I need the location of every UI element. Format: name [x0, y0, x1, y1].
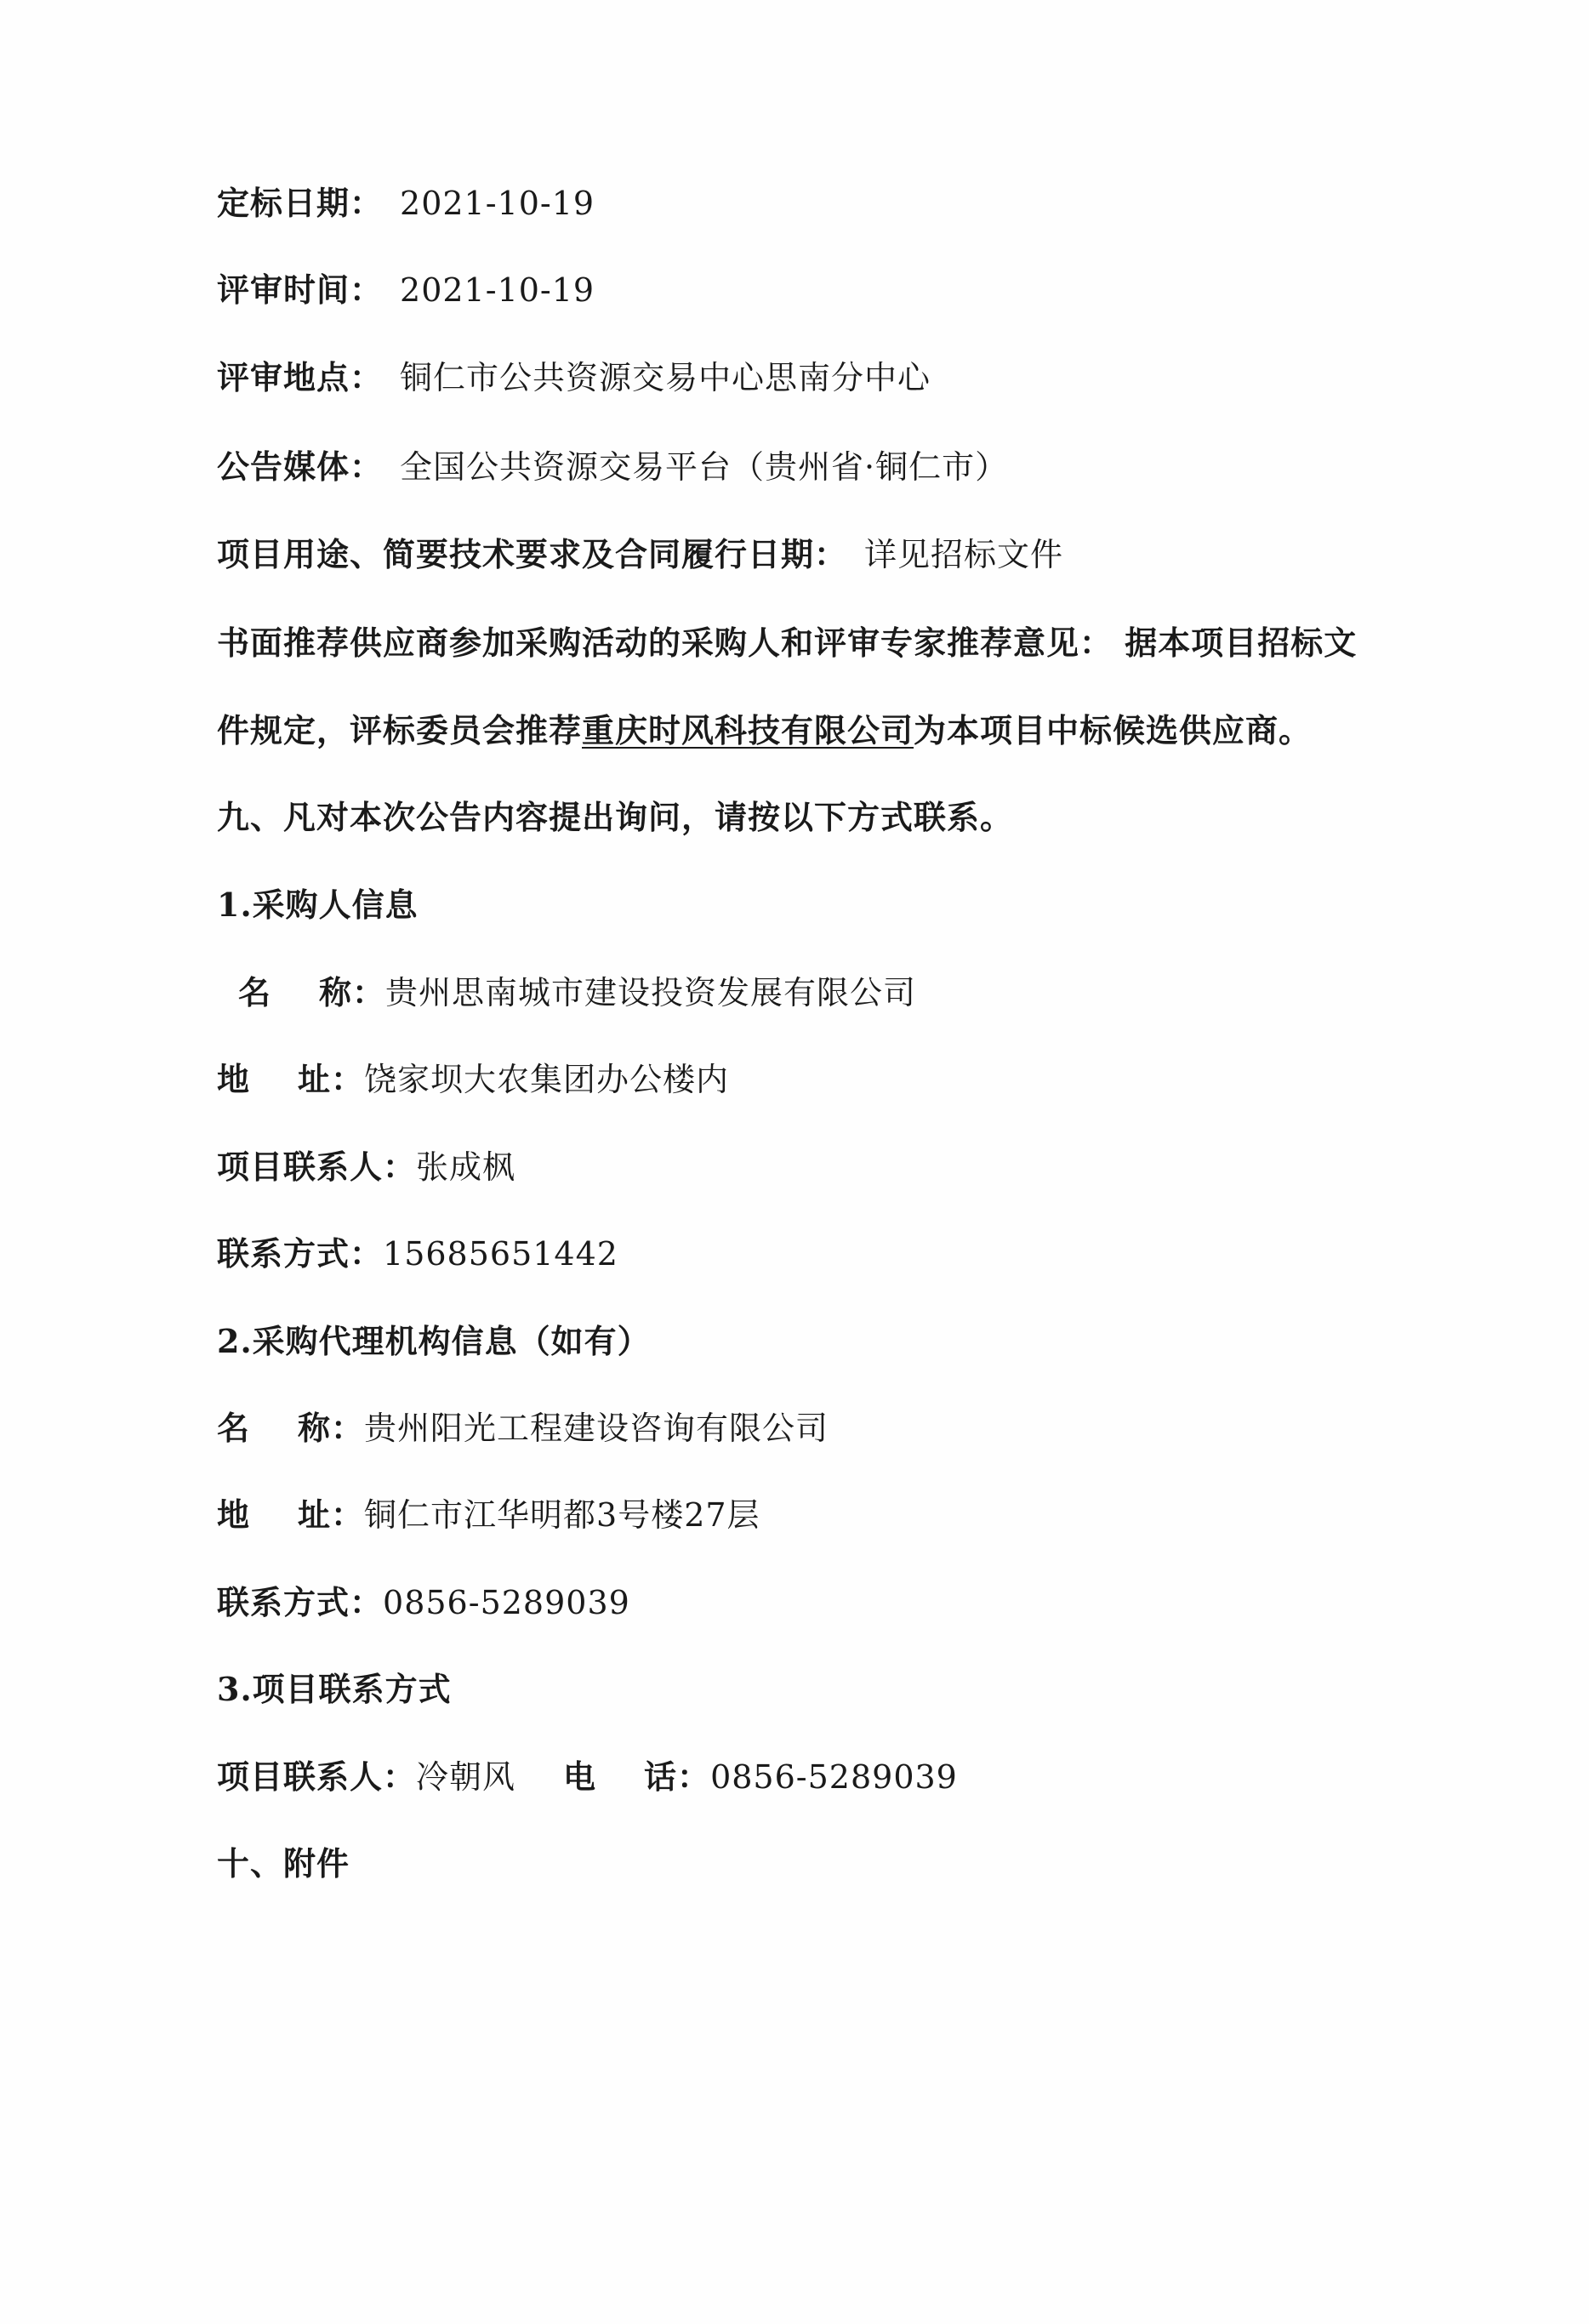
project-use-label: 项目用途、简要技术要求及合同履行日期： [217, 535, 848, 573]
purchaser-address-label-2: 址： [298, 1060, 365, 1098]
recommendation-line-2 [217, 710, 1312, 751]
media-label: 公告媒体： [217, 447, 384, 486]
purchaser-contact-label: 项目联系人： [217, 1148, 417, 1186]
project-use-value: 详见招标文件 [864, 536, 1064, 573]
project-contact-label: 项目联系人： [217, 1757, 417, 1796]
agency-address-label-1: 地 [217, 1495, 251, 1534]
recommendation-text-1: 书面推荐供应商参加采购活动的采购人和评审专家推荐意见： 据本项目招标文 [217, 624, 1358, 662]
project-tel-label-2: 话： [644, 1757, 711, 1796]
project-contact-row [217, 1757, 958, 1797]
purchaser-name-row [238, 972, 916, 1013]
project-use-row [217, 534, 1063, 575]
recommendation-suffix: 为本项目中标候选供应商。 [914, 711, 1313, 749]
agency-name-row [217, 1408, 829, 1449]
section-nine-text: 九、凡对本次公告内容提出询问，请按以下方式联系。 [217, 798, 1014, 836]
project-tel-value: 0856-5289039 [710, 1758, 958, 1796]
purchaser-name-label-2: 称： [319, 973, 386, 1011]
agency-phone-value: 0856-5289039 [383, 1584, 630, 1621]
agency-phone-label: 联系方式： [217, 1583, 384, 1621]
purchaser-phone-label: 联系方式： [217, 1234, 384, 1273]
section-nine-heading [217, 797, 1013, 838]
review-location-label: 评审地点： [217, 358, 384, 396]
project-contact-value: 冷朝风 [416, 1758, 516, 1796]
purchaser-address-row [217, 1059, 729, 1100]
purchaser-name-label-1: 名 [238, 973, 272, 1011]
agency-phone-row [217, 1582, 630, 1623]
agency-name-label-1: 名 [217, 1409, 251, 1447]
award-date-value: 2021-10-19 [400, 185, 595, 222]
agency-address-value: 铜仁市江华明都3号楼27层 [364, 1496, 760, 1534]
project-contact-heading-text: 3.项目联系方式 [217, 1670, 452, 1708]
purchaser-heading-text: 1.采购人信息 [217, 886, 419, 924]
project-contact-heading [217, 1669, 452, 1710]
review-location-value: 铜仁市公共资源交易中心思南分中心 [400, 359, 931, 396]
media-row [217, 447, 1008, 487]
purchaser-contact-value: 张成枫 [416, 1148, 516, 1186]
media-value: 全国公共资源交易平台（贵州省·铜仁市） [400, 448, 1009, 486]
review-time-value: 2021-10-19 [400, 271, 595, 309]
recommended-company: 重庆时风科技有限公司 [582, 711, 914, 749]
agency-address-label-2: 址： [298, 1495, 365, 1534]
agency-name-label-2: 称： [298, 1409, 365, 1447]
section-ten-text: 十、附件 [217, 1844, 350, 1883]
review-time-label: 评审时间： [217, 271, 384, 309]
project-tel-label-1: 电 [563, 1757, 597, 1796]
agency-heading-text: 2.采购代理机构信息（如有） [217, 1322, 651, 1360]
purchaser-address-value: 饶家坝大农集团办公楼内 [364, 1061, 730, 1098]
agency-heading [217, 1321, 651, 1362]
agency-address-row [217, 1495, 760, 1535]
purchaser-phone-value: 15685651442 [383, 1235, 618, 1273]
purchaser-phone-row [217, 1233, 618, 1274]
review-location-row [217, 357, 931, 398]
purchaser-contact-row [217, 1147, 515, 1188]
agency-name-value: 贵州阳光工程建设咨询有限公司 [364, 1410, 829, 1447]
recommendation-line-1 [217, 623, 1357, 664]
purchaser-name-value: 贵州思南城市建设投资发展有限公司 [385, 974, 917, 1011]
purchaser-address-label-1: 地 [217, 1060, 251, 1098]
section-ten-heading [217, 1843, 350, 1884]
recommendation-prefix: 件规定，评标委员会推荐 [217, 711, 583, 749]
award-date-label: 定标日期： [217, 184, 384, 222]
award-date-row [217, 183, 595, 224]
review-time-row [217, 270, 595, 310]
purchaser-heading [217, 885, 419, 926]
